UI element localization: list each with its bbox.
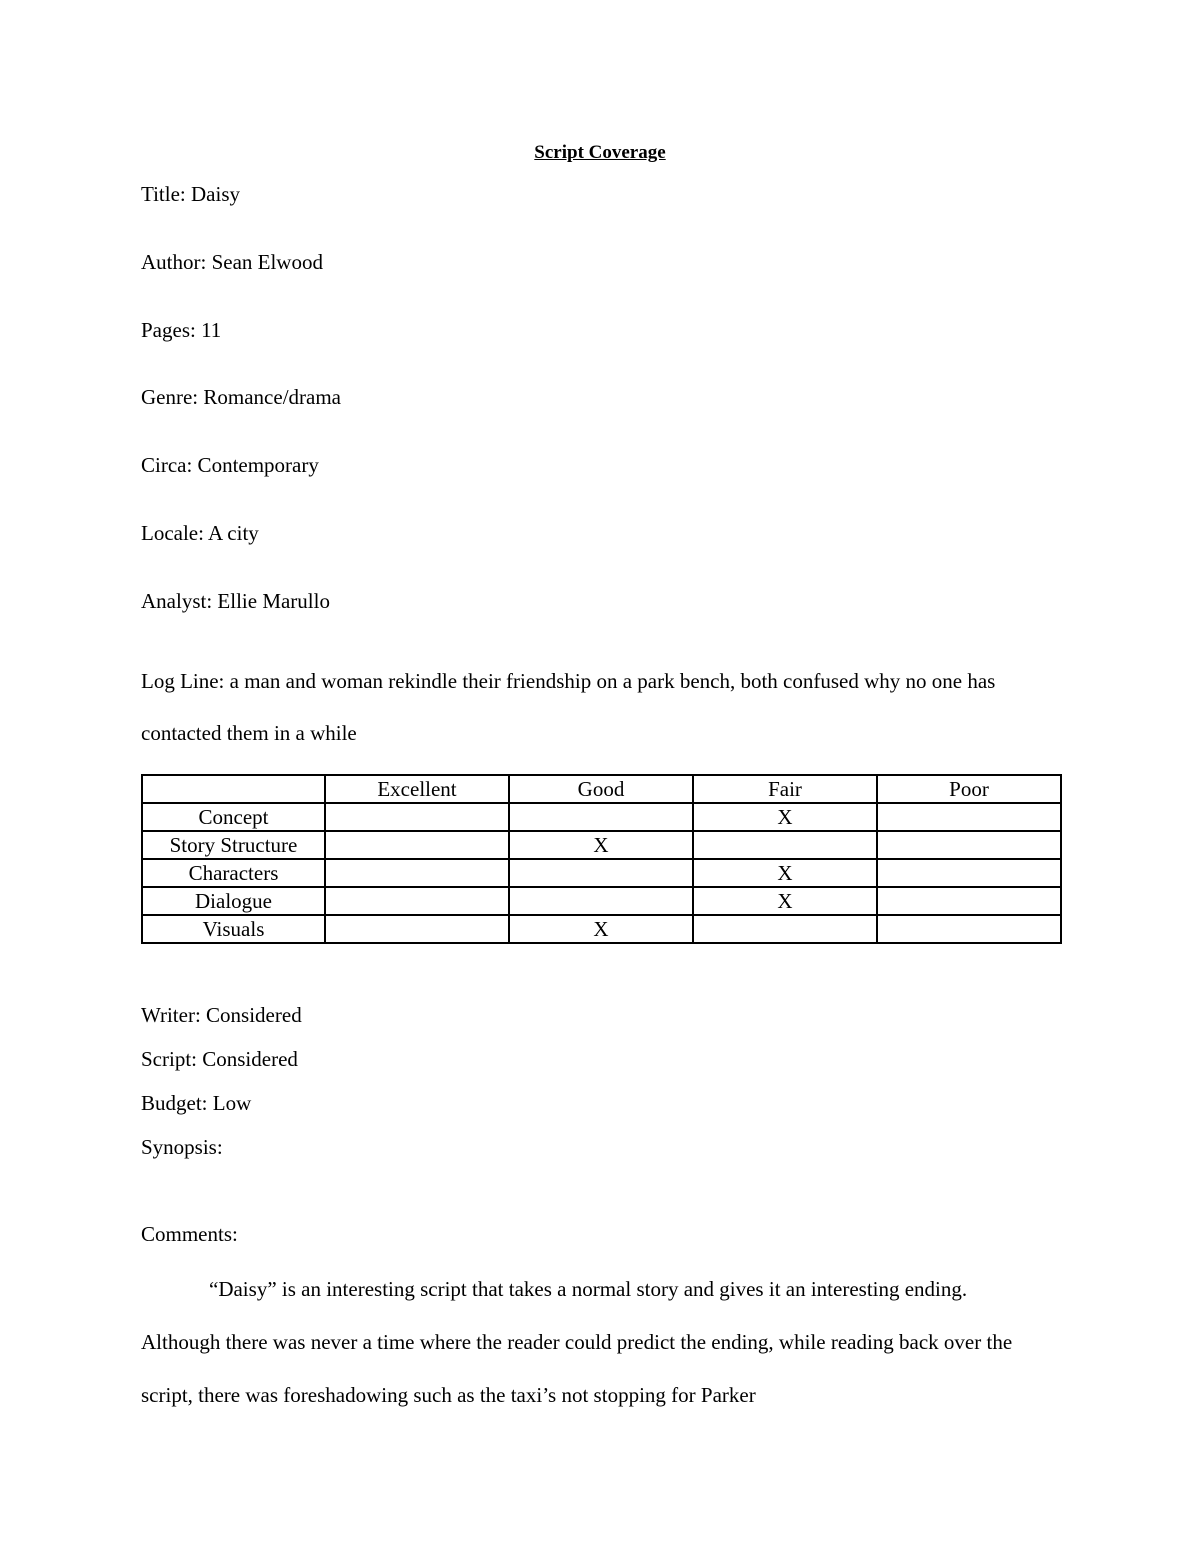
table-row (142, 859, 1061, 887)
table-header-cell (142, 775, 325, 803)
rating-cell (877, 859, 1061, 887)
ratings-table (141, 774, 1062, 944)
rating-cell (509, 887, 693, 915)
verdict-script: Script: Considered (141, 1047, 298, 1071)
rating-cell (877, 915, 1061, 943)
rating-cell (325, 859, 509, 887)
table-row (142, 915, 1061, 943)
rating-cell (877, 887, 1061, 915)
field-author: Author: Sean Elwood (141, 250, 323, 274)
field-title: Title: Daisy (141, 182, 240, 206)
rating-cell (509, 803, 693, 831)
synopsis-label: Synopsis: (141, 1135, 223, 1159)
field-genre: Genre: Romance/drama (141, 385, 341, 409)
row-label: Concept (142, 803, 325, 831)
table-header-cell: Good (509, 775, 693, 803)
comments-heading: Comments: (141, 1222, 238, 1246)
table-header-cell: Excellent (325, 775, 509, 803)
rating-cell (877, 803, 1061, 831)
verdict-writer: Writer: Considered (141, 1003, 302, 1027)
row-label: Story Structure (142, 831, 325, 859)
rating-cell (877, 831, 1061, 859)
field-analyst: Analyst: Ellie Marullo (141, 589, 330, 613)
field-pages: Pages: 11 (141, 318, 222, 342)
rating-cell: X (693, 803, 877, 831)
field-locale: Locale: A city (141, 521, 259, 545)
table-header-cell: Poor (877, 775, 1061, 803)
page-title: Script Coverage (534, 142, 666, 163)
rating-cell (325, 887, 509, 915)
row-label: Visuals (142, 915, 325, 943)
verdict-budget: Budget: Low (141, 1091, 252, 1115)
row-label: Characters (142, 859, 325, 887)
table-header-row (142, 775, 1061, 803)
rating-cell: X (509, 915, 693, 943)
table-row (142, 803, 1061, 831)
table-row (142, 831, 1061, 859)
table-header-cell: Fair (693, 775, 877, 803)
rating-cell (325, 803, 509, 831)
rating-cell (325, 831, 509, 859)
rating-cell (693, 831, 877, 859)
comments-text: “Daisy” is an interesting script that takes a normal story and gives it an interesting ending. Although there was never a time where the reader could predict the ending, while reading back over the script, there was foreshadowing such as the taxi’s not stopping for Parker (141, 1277, 1013, 1407)
log-line: Log Line: a man and woman rekindle their friendship on a park bench, both confused why no one has contacted them in a while (141, 669, 996, 745)
comments-paragraph (141, 1263, 1046, 1422)
row-label: Dialogue (142, 887, 325, 915)
field-circa: Circa: Contemporary (141, 453, 319, 477)
rating-cell (325, 915, 509, 943)
rating-cell: X (509, 831, 693, 859)
rating-cell: X (693, 887, 877, 915)
rating-cell (509, 859, 693, 887)
rating-cell (693, 915, 877, 943)
table-row (142, 887, 1061, 915)
rating-cell: X (693, 859, 877, 887)
